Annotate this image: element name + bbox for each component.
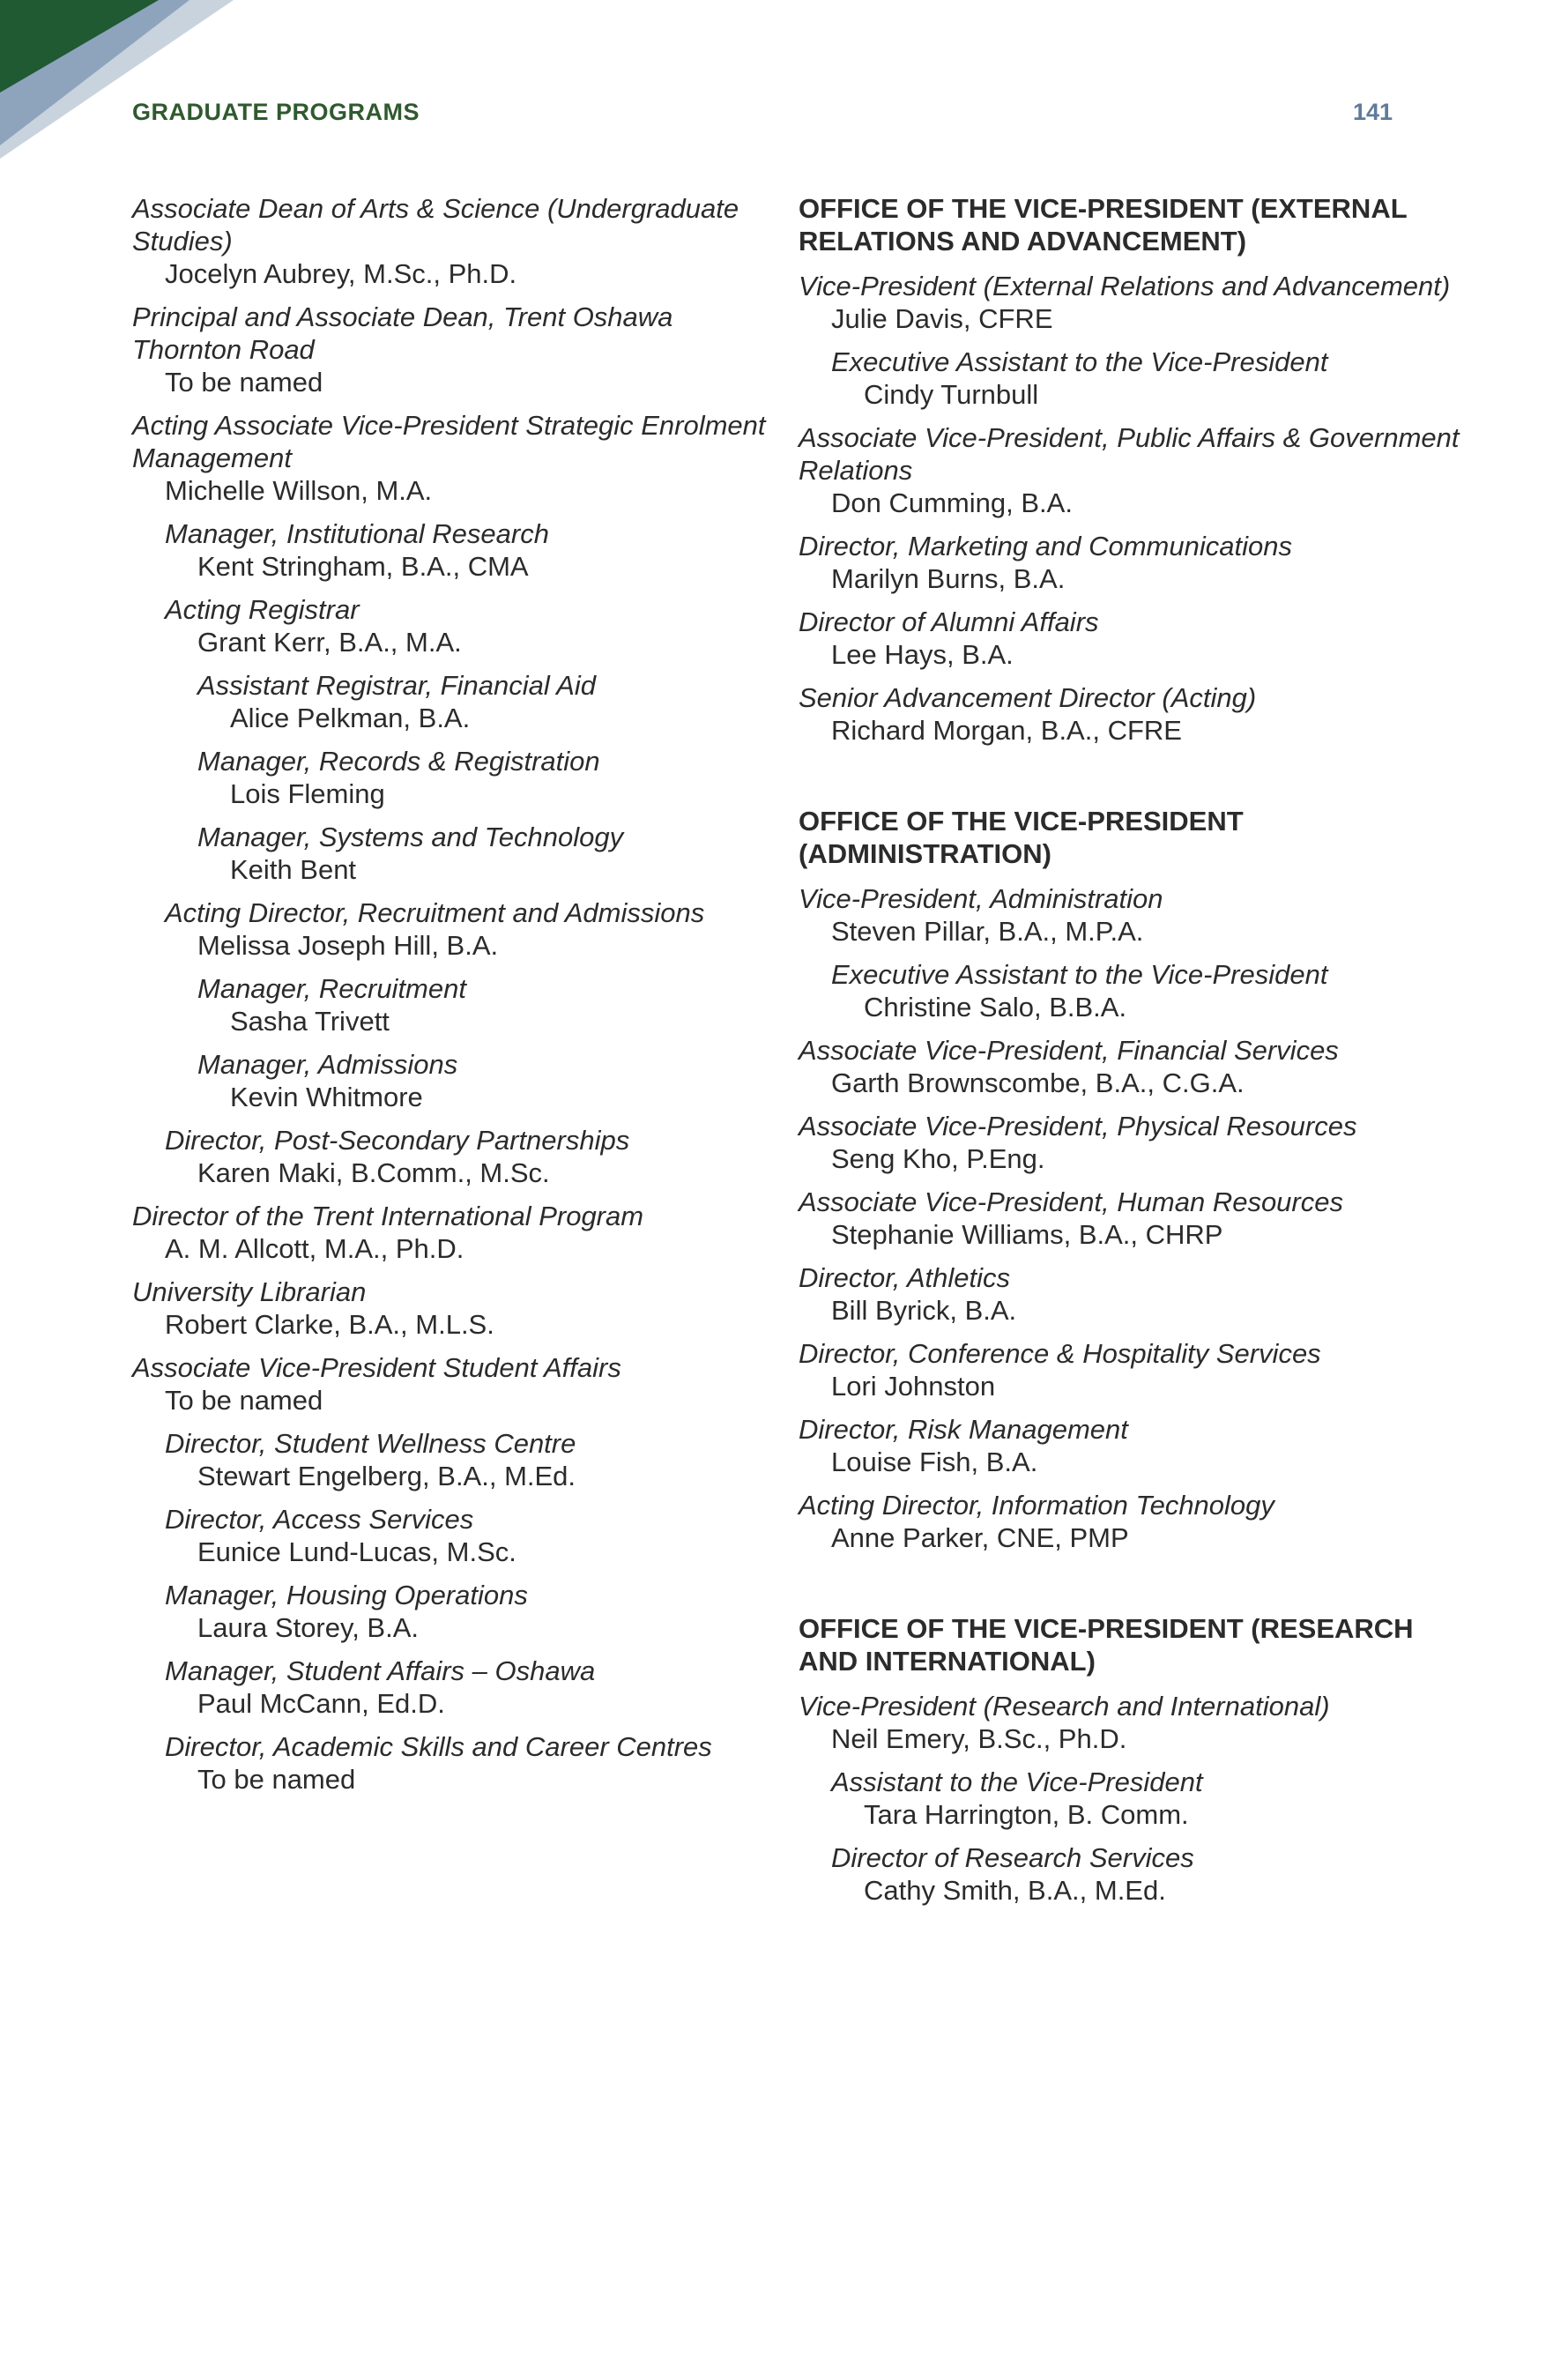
person-name: Lois Fleming (230, 778, 385, 809)
position-title: Director, Marketing and Communications (799, 531, 1292, 562)
position-title: Director of Research Services (831, 1842, 1194, 1873)
position-title: Assistant Registrar, Financial Aid (197, 670, 596, 701)
person-name: To be named (197, 1764, 356, 1795)
person-name: Kevin Whitmore (230, 1082, 423, 1112)
directory-entry (799, 1186, 1468, 1251)
person-name: Lee Hays, B.A. (831, 639, 1014, 670)
directory-entry (799, 606, 1468, 671)
position-title: Executive Assistant to the Vice-President (831, 959, 1328, 990)
position-title: Manager, Systems and Technology (197, 822, 624, 852)
section-heading: OFFICE OF THE VICE-PRESIDENT (EXTERNAL RELATIONS AND ADVANCEMENT) (799, 193, 1408, 257)
section-heading: OFFICE OF THE VICE-PRESIDENT (ADMINISTRATION) (799, 806, 1244, 869)
position-title: Associate Vice-President, Financial Services (799, 1035, 1339, 1066)
person-name: A. M. Allcott, M.A., Ph.D. (165, 1233, 464, 1264)
person-name: Sasha Trivett (230, 1006, 390, 1037)
person-name: Paul McCann, Ed.D. (197, 1688, 445, 1719)
directory-entry (132, 896, 776, 962)
position-title: Director, Student Wellness Centre (165, 1428, 576, 1459)
position-title: Associate Vice-President, Physical Resources (799, 1111, 1357, 1142)
position-title: Acting Associate Vice-President Strategic Enrolment Management (132, 410, 766, 473)
person-name: Karen Maki, B.Comm., M.Sc. (197, 1157, 550, 1188)
person-name: Julie Davis, CFRE (831, 303, 1053, 334)
position-title: Acting Director, Information Technology (799, 1490, 1274, 1521)
position-title: Senior Advancement Director (Acting) (799, 682, 1257, 713)
directory-entry (799, 958, 1468, 1023)
person-name: Stephanie Williams, B.A., CHRP (831, 1219, 1223, 1250)
position-title: Director, Conference & Hospitality Services (799, 1338, 1321, 1369)
person-name: Keith Bent (230, 854, 357, 885)
position-title: Manager, Housing Operations (165, 1580, 528, 1610)
directory-entry (799, 1261, 1468, 1327)
directory-entry (799, 882, 1468, 948)
person-name: Lori Johnston (831, 1371, 996, 1402)
person-name: Grant Kerr, B.A., M.A. (197, 627, 462, 658)
directory-entry (799, 1766, 1468, 1831)
position-title: Director, Access Services (165, 1504, 474, 1535)
person-name: Christine Salo, B.B.A. (864, 992, 1127, 1023)
directory-entry (799, 1489, 1468, 1554)
directory-entry (132, 192, 776, 290)
directory-entry (132, 409, 776, 507)
position-title: Executive Assistant to the Vice-President (831, 346, 1328, 377)
directory-entry (132, 745, 776, 810)
position-title: Associate Vice-President, Public Affairs & Government Relations (799, 422, 1460, 486)
position-title: Manager, Admissions (197, 1049, 458, 1080)
position-title: Principal and Associate Dean, Trent Oshawa Thornton Road (132, 301, 673, 365)
directory-entry (132, 1579, 776, 1644)
directory-entry (799, 270, 1468, 335)
position-title: Manager, Institutional Research (165, 518, 549, 549)
position-title: Vice-President (Research and International) (799, 1691, 1330, 1722)
position-title: Director of the Trent International Program (132, 1201, 644, 1231)
position-title: Associate Vice-President, Human Resources (799, 1186, 1343, 1217)
person-name: To be named (165, 1385, 323, 1416)
directory-entry (132, 1200, 776, 1265)
directory-entry (799, 346, 1468, 411)
page-number: 141 (1353, 99, 1393, 125)
left-column (132, 192, 776, 1806)
directory-entry (132, 1124, 776, 1189)
person-name: Seng Kho, P.Eng. (831, 1143, 1045, 1174)
person-name: Anne Parker, CNE, PMP (831, 1522, 1129, 1553)
person-name: Cindy Turnbull (864, 379, 1039, 410)
person-name: Stewart Engelberg, B.A., M.Ed. (197, 1461, 576, 1491)
person-name: Don Cumming, B.A. (831, 487, 1073, 518)
directory-entry (132, 669, 776, 734)
position-title: Director, Post-Secondary Partnerships (165, 1125, 630, 1156)
directory-entry (132, 517, 776, 583)
person-name: Cathy Smith, B.A., M.Ed. (864, 1875, 1166, 1906)
position-title: Director, Athletics (799, 1262, 1011, 1293)
person-name: Michelle Willson, M.A. (165, 475, 433, 506)
person-name: Garth Brownscombe, B.A., C.G.A. (831, 1067, 1245, 1098)
directory-entry (132, 1276, 776, 1341)
person-name: Jocelyn Aubrey, M.Sc., Ph.D. (165, 258, 517, 289)
directory-entry (799, 1841, 1468, 1907)
person-name: Richard Morgan, B.A., CFRE (831, 715, 1182, 746)
person-name: Marilyn Burns, B.A. (831, 563, 1066, 594)
directory-entry (132, 1655, 776, 1720)
person-name: Kent Stringham, B.A., CMA (197, 551, 529, 582)
running-header: GRADUATE PROGRAMS (132, 99, 420, 125)
person-name: Laura Storey, B.A. (197, 1612, 419, 1643)
directory-entry (132, 593, 776, 658)
right-column (799, 192, 1468, 1917)
directory-entry (799, 1337, 1468, 1402)
person-name: Eunice Lund-Lucas, M.Sc. (197, 1536, 516, 1567)
directory-entry (132, 301, 776, 398)
person-name: Louise Fish, B.A. (831, 1447, 1038, 1477)
person-name: Alice Pelkman, B.A. (230, 703, 471, 733)
person-name: To be named (165, 367, 323, 398)
directory-entry (799, 530, 1468, 595)
person-name: Bill Byrick, B.A. (831, 1295, 1017, 1326)
position-title: Associate Vice-President Student Affairs (132, 1352, 621, 1383)
position-title: Acting Director, Recruitment and Admissions (165, 897, 705, 928)
position-title: Assistant to the Vice-President (831, 1766, 1203, 1797)
position-title: Associate Dean of Arts & Science (Undergraduate Studies) (132, 193, 739, 257)
directory-entry (799, 1034, 1468, 1099)
directory-entry (132, 1730, 776, 1796)
directory-entry (132, 1351, 776, 1417)
corner-decoration (0, 0, 247, 159)
directory-entry (132, 1503, 776, 1568)
position-title: Manager, Student Affairs – Oshawa (165, 1655, 596, 1686)
person-name: Robert Clarke, B.A., M.L.S. (165, 1309, 494, 1340)
person-name: Tara Harrington, B. Comm. (864, 1799, 1189, 1830)
person-name: Melissa Joseph Hill, B.A. (197, 930, 499, 961)
position-title: Vice-President, Administration (799, 883, 1163, 914)
directory-entry (799, 421, 1468, 519)
position-title: Director of Alumni Affairs (799, 606, 1099, 637)
position-title: Director, Academic Skills and Career Centres (165, 1731, 712, 1762)
directory-entry (799, 1413, 1468, 1478)
position-title: University Librarian (132, 1276, 367, 1307)
directory-entry (132, 1427, 776, 1492)
position-title: Manager, Recruitment (197, 973, 466, 1004)
directory-entry (132, 972, 776, 1038)
person-name: Steven Pillar, B.A., M.P.A. (831, 916, 1144, 947)
position-title: Manager, Records & Registration (197, 746, 600, 777)
directory-entry (132, 821, 776, 886)
section-heading: OFFICE OF THE VICE-PRESIDENT (RESEARCH AND INTERNATIONAL) (799, 1613, 1414, 1677)
position-title: Vice-President (External Relations and Advancement) (799, 271, 1451, 301)
position-title: Director, Risk Management (799, 1414, 1128, 1445)
directory-entry (799, 1110, 1468, 1175)
position-title: Acting Registrar (165, 594, 360, 625)
directory-entry (132, 1048, 776, 1113)
directory-entry (799, 681, 1468, 747)
person-name: Neil Emery, B.Sc., Ph.D. (831, 1723, 1127, 1754)
directory-entry (799, 1690, 1468, 1755)
